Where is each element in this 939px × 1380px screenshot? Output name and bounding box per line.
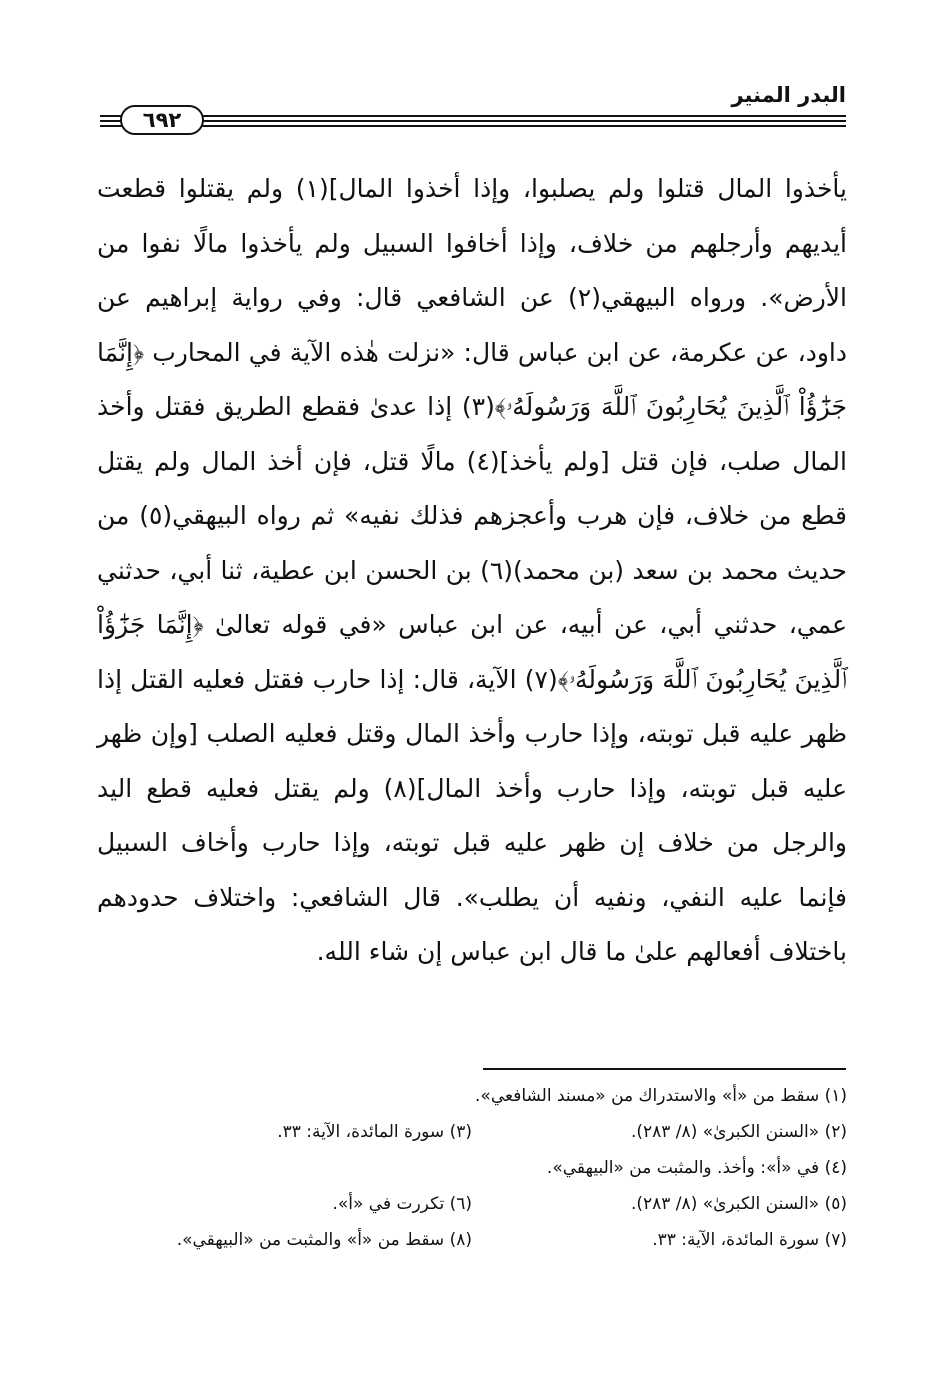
footnote-1: (١) سقط من «أ» والاستدراك من «مسند الشافعي». — [475, 1086, 847, 1106]
footnote-6: (٦) تكررت في «أ». — [332, 1194, 472, 1214]
footnote-3: (٣) سورة المائدة، الآية: ٣٣. — [277, 1122, 472, 1142]
footnote-separator — [483, 1068, 846, 1070]
footnote-row — [97, 1222, 847, 1258]
footnote-4: (٤) في «أ»: وأخذ. والمثبت من «البيهقي». — [546, 1158, 847, 1178]
page-header — [100, 82, 846, 138]
running-title: البدر المنير — [731, 83, 846, 107]
footnote-row — [97, 1078, 847, 1114]
page-number: ٦٩٢ — [120, 105, 204, 135]
footnotes — [97, 1078, 847, 1258]
footnote-8: (٨) سقط من «أ» والمثبت من «البيهقي». — [176, 1230, 472, 1250]
paragraph: يأخذوا المال قتلوا ولم يصلبوا، وإذا أخذوا المال](١) ولم يقتلوا قطعت أيديهم وأرجلهم من خلاف، وإذا أخافوا السبيل ولم يأخذوا مالًا نفوا من الأرض». ورواه البيهقي(٢) عن الشافعي قال: وفي رواية إبراهيم عن داود، عن عكرمة، عن ابن عباس قال: «نزلت هٰذه الآية في المحارب ﴿إِنَّمَا جَزَٰٓؤُاْ ٱلَّذِينَ يُحَارِبُونَ ٱللَّهَ وَرَسُولَهُۥ﴾(٣) إذا عدىٰ فقطع الطريق فقتل وأخذ المال صلب، فإن قتل [ولم يأخذ](٤) مالًا قتل، فإن أخذ المال ولم يقتل قطع من خلاف، فإن هرب وأعجزهم فذلك نفيه» ثم رواه البيهقي(٥) من حديث محمد بن سعد (بن محمد)(٦) بن الحسن ابن عطية، ثنا أبي، حدثني عمي، حدثني أبي، عن أبيه، عن ابن عباس «في قوله تعالىٰ ﴿إِنَّمَا جَزَٰٓؤُاْ ٱلَّذِينَ يُحَارِبُونَ ٱللَّهَ وَرَسُولَهُۥ﴾(٧) الآية، قال: إذا حارب فقتل فعليه القتل إذا ظهر عليه قبل توبته، وإذا حارب وأخذ المال وقتل فعليه الصلب [وإن ظهر عليه قبل توبته، وإذا حارب وأخذ المال](٨) ولم يقتل فعليه قطع اليد والرجل من خلاف إن ظهر عليه قبل توبته، وإذا حارب وأخاف السبيل فإنما عليه النفي، ونفيه أن يطلب». قال الشافعي: واختلاف حدودهم باختلاف أفعالهم علىٰ ما قال ابن عباس إن شاء الله. — [97, 174, 847, 966]
footnote-5: (٥) «السنن الكبرىٰ» (٨/ ٢٨٣). — [630, 1194, 847, 1214]
main-text — [97, 162, 847, 980]
footnote-2: (٢) «السنن الكبرىٰ» (٨/ ٢٨٣). — [630, 1122, 847, 1142]
header-rule-middle — [100, 120, 846, 122]
footnote-row — [97, 1114, 847, 1150]
footnote-row — [97, 1150, 847, 1186]
footnote-7: (٧) سورة المائدة، الآية: ٣٣. — [652, 1230, 847, 1250]
footnote-row — [97, 1186, 847, 1222]
header-rule-top — [100, 115, 846, 117]
header-rule-bottom — [100, 125, 846, 127]
